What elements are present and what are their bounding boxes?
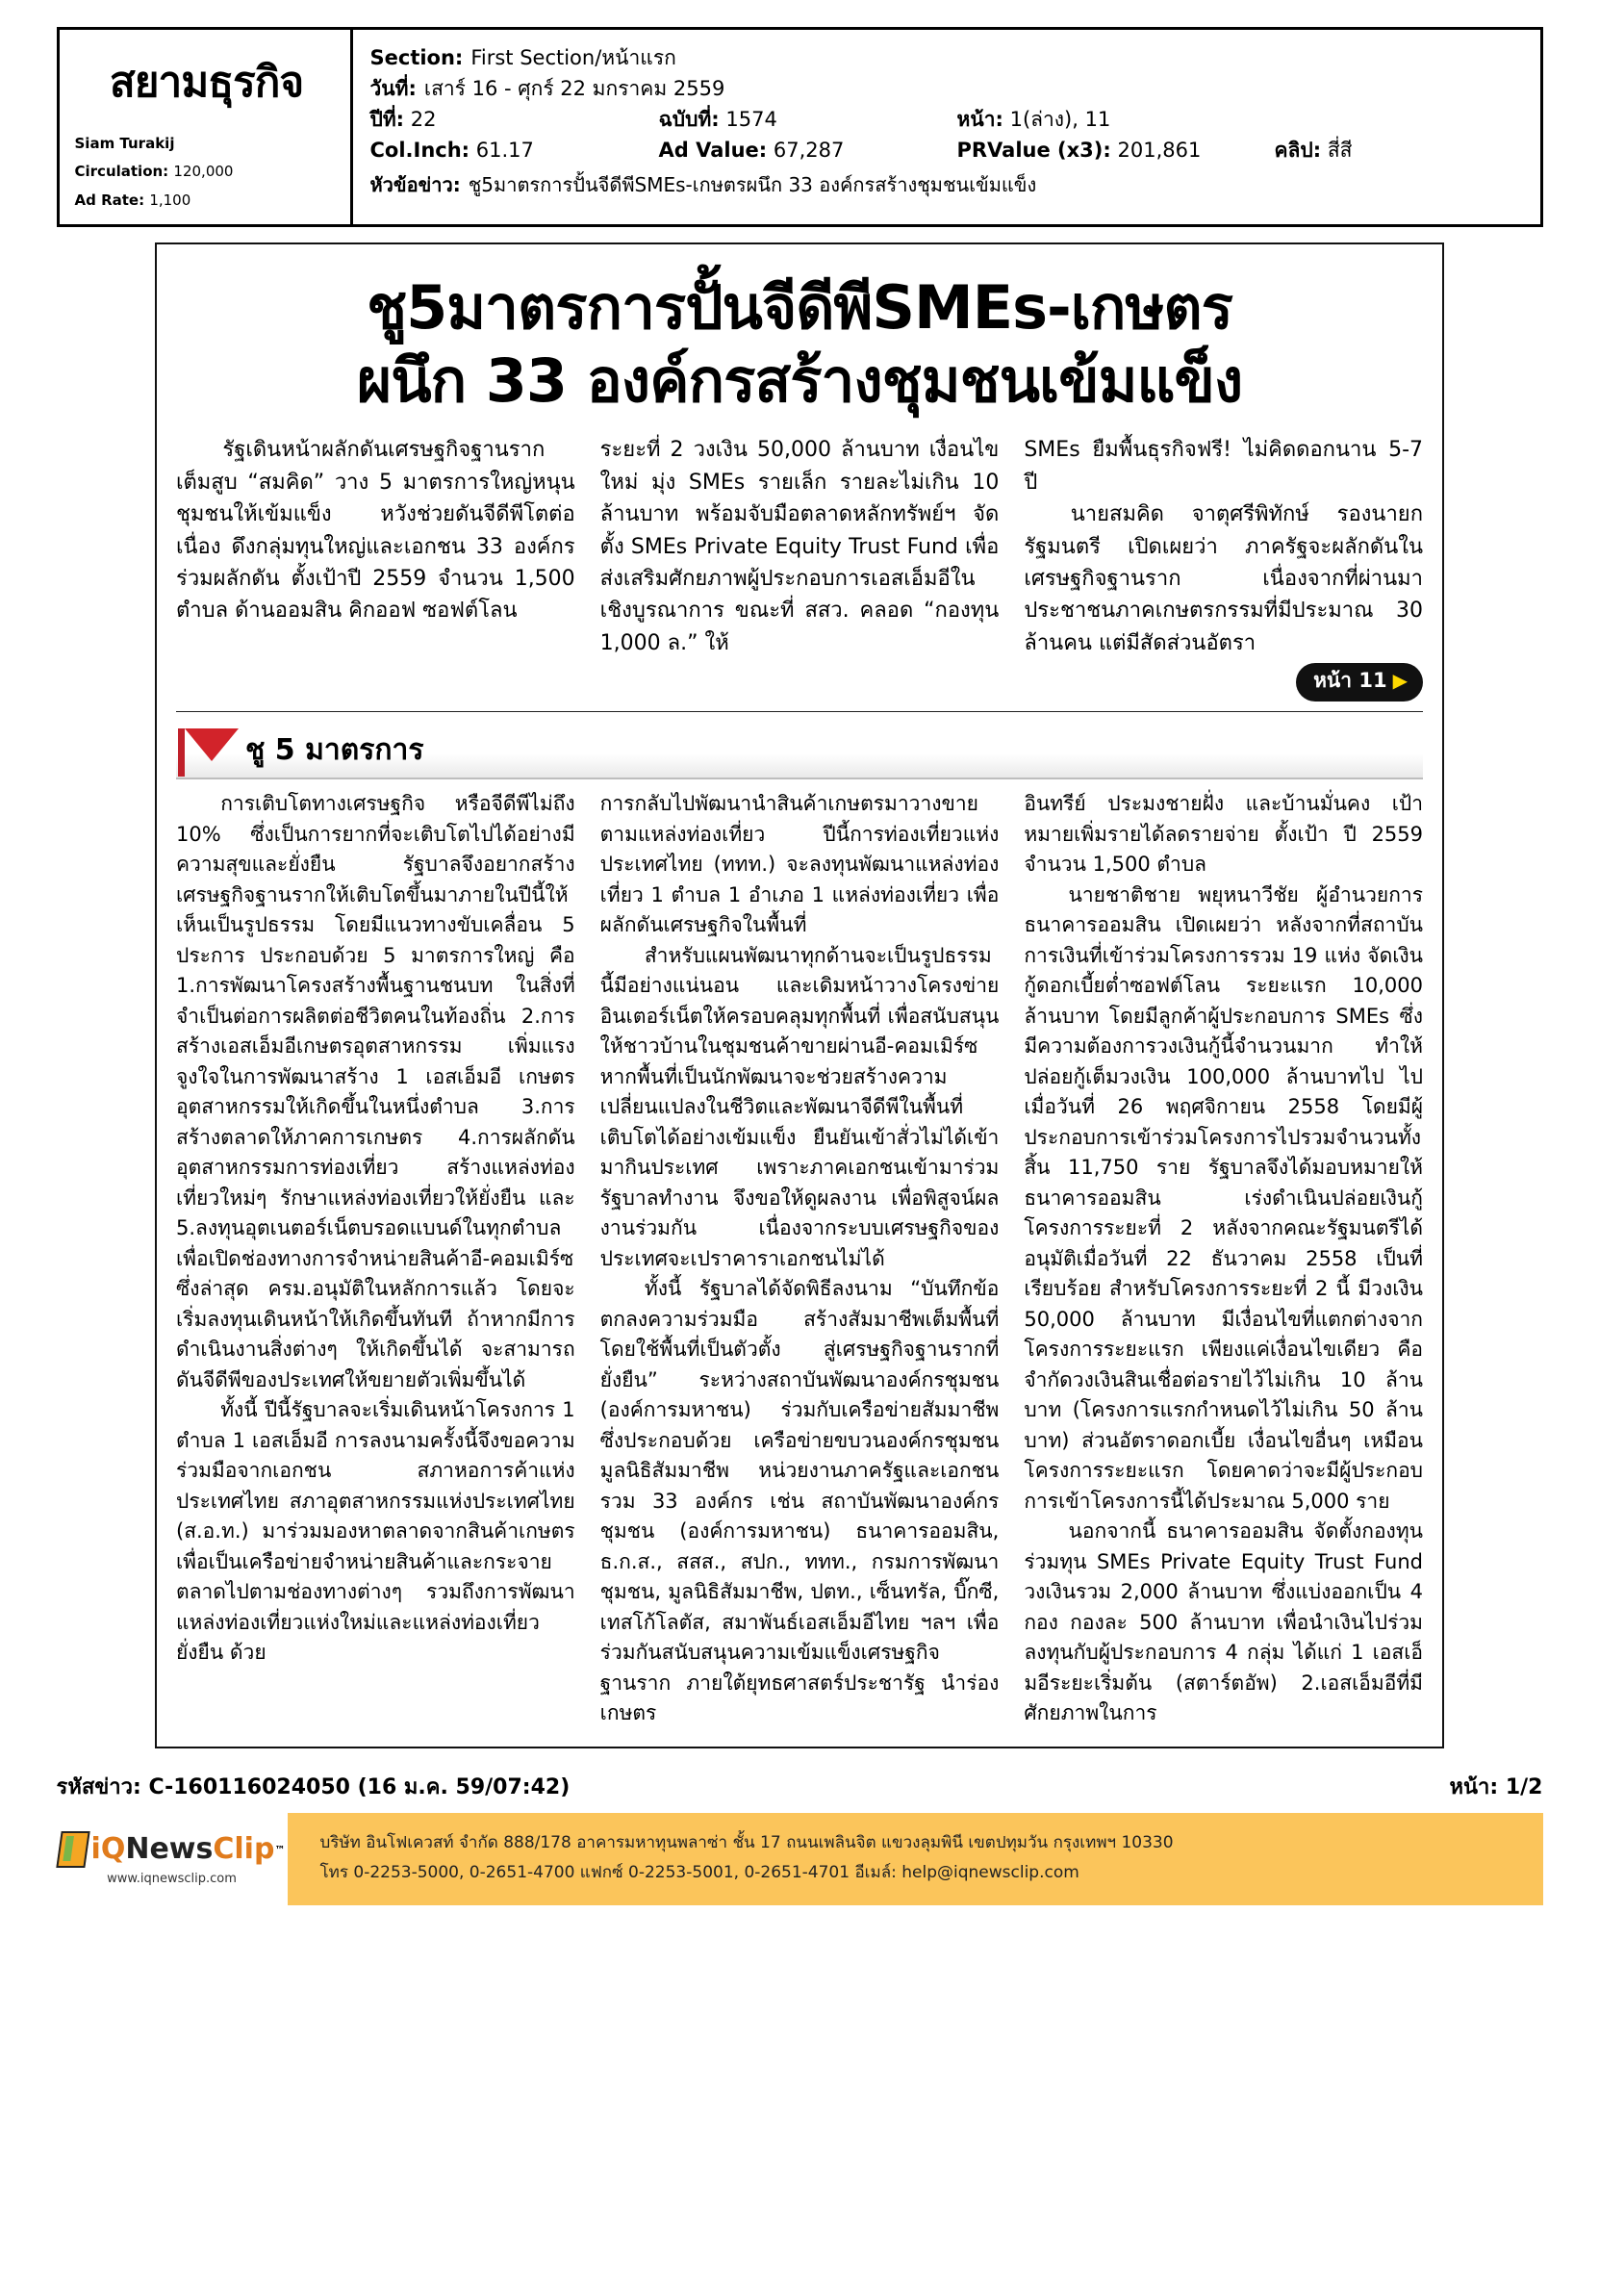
clip-value: สี่สี [1327,138,1353,162]
body-column-1 [176,789,575,1729]
body-text-3-2: นายชาติชาย พยุหนาวีชัย ผู้อำนวยการ ธนาคารออมสิน เปิดเผยว่า หลังจากที่สถาบันการเงินที่เข้าร่วมโครงการรวม 19 แห่ง จัดเงินกู้ดอกเบี้ยต่ำซอฟต์โลน ระยะแรก 10,000 ล้านบาท โดยมีลูกค้าผู้ประกอบการ SMEs ซึ่งมีความต้องการวงเงินกู้นี้จำนวนมาก ทำให้ปล่อยกู้เต็มวงเงิน 100,000 ล้านบาทไป ไปเมื่อวันที่ 26 พฤศจิกายน 2558 โดยมีผู้ประกอบการเข้าร่วมโครงการไปรวมจำนวนทั้งสิ้น 11,750 ราย รัฐบาลจึงได้มอบหมายให้ธนาคารออมสิน เร่งดำเนินปล่อยเงินกู้โครงการระยะที่ 2 หลังจากคณะรัฐมนตรีได้อนุมัติเมื่อวันที่ 22 ธันวาคม 2558 เป็นที่เรียบร้อย สำหรับโครงการระยะที่ 2 นี้ มีวงเงิน 50,000 ล้านบาท มีเงื่อนไขที่แตกต่างจากโครงการระยะแรก เพียงแค่เงื่อนไขเดียว คือ จำกัดวงเงินสินเชื่อต่อรายไว้ไม่เกิน 10 ล้านบาท (โครงการแรกกำหนดไว้ไม่เกิน 50 ล้านบาท) ส่วนอัตราดอกเบี้ย เงื่อนไขอื่นๆ เหมือนโครงการระยะแรก โดยคาดว่าจะมีผู้ประกอบการเข้าโครงการนี้ได้ประมาณ 5,000 ราย [1024,882,1424,1513]
lead-text-1: รัฐเดินหน้าผลักดันเศรษฐกิจฐานรากเต็มสูบ “สมคิด” วาง 5 มาตรการใหญ่หนุนชุมชนให้เข้มแข็ง หวังช่วยดันจีดีพีโตต่อเนื่อง ดึงกลุ่มทุนใหญ่และเอกชน 33 องค์กรร่วมผลักดัน ตั้งเป้าปี 2559 จำนวน 1,500 ตำบล ด้านออมสิน คิกออฟ ซอฟต์โลน [176,438,575,624]
body-text-2-1: การกลับไปพัฒนานำสินค้าเกษตรมาวางขายตามแหล่งท่องเที่ยว ปีนี้การท่องเที่ยวแห่งประเทศไทย (ททท.) จะลงทุนพัฒนาแหล่งท่องเที่ยว 1 ตำบล 1 อำเภอ 1 แหล่งท่องเที่ยว เพื่อผลักดันเศรษฐกิจในพื้นที่ [599,792,1000,937]
body-text-2-2: สำหรับแผนพัฒนาทุกด้านจะเป็นรูปธรรมนี้มีอย่างแน่นอน และเดิมหน้าวางโครงข่ายอินเตอร์เน็ตให้ครอบคลุมทุกพื้นที่ เพื่อสนับสนุนให้ชาวบ้านในชุมชนค้าขายผ่านอี-คอมเมิร์ซ หากพื้นที่เป็นนักพัฒนาจะช่วยสร้างความเปลี่ยนแปลงในชีวิตและพัฒนาจีดีพีในพื้นที่เติบโตได้อย่างเข้มแข็ง ยืนยันเข้าสั่วไม่ได้เข้ามากินประเทศ เพราะภาคเอกชนเข้ามาร่วมรัฐบาลทำงาน จึงขอให้ดูผลงาน เพื่อพิสูจน์ผลงานร่วมกัน เนื่องจากระบบเศรษฐกิจของประเทศจะเปราคาราเอกชนไม่ได้ [599,943,1000,1270]
flag-pole [178,728,185,777]
date-label: วันที่: [369,76,417,100]
issue-value: 1574 [725,107,777,131]
value-row [370,136,1531,166]
company-address [288,1813,1543,1905]
masthead-thai-title: สยามธุรกิจ [109,58,304,107]
red-flag-icon [176,727,240,777]
ad-rate-label: Ad Rate: [74,191,145,209]
prvalue-value: 201,861 [1117,138,1202,162]
body-text-1-1: การเติบโตทางเศรษฐกิจ หรือจีดีพีไม่ถึง 10% ซึ่งเป็นการยากที่จะเติบโตไปได้อย่างมีความสุขและยั่งยืน รัฐบาลจึงอยากสร้างเศรษฐกิจฐานรากให้เติบโตขึ้นมาภายในปีนี้ให้เห็นเป็นรูปธรรม โดยมีแนวทางขับเคลื่อน 5 ประการ ประกอบด้วย 5 มาตรการใหญ่ คือ 1.การพัฒนาโครงสร้างพื้นฐานชนบท ในสิ่งที่จำเป็นต่อการผลิตต่อชีวิตคนในท้องถิ่น 2.การสร้างเอสเอ็มอีเกษตรอุตสาหกรรม เพิ่มแรงจูงใจในการพัฒนาสร้าง 1 เอสเอ็มอี เกษตรอุตสาหกรรมให้เกิดขึ้นในหนึ่งตำบล 3.การสร้างตลาดให้ภาคการเกษตร 4.การผลักดันอุตสาหกรรมการท่องเที่ยว สร้างแหล่งท่องเที่ยวใหม่ๆ รักษาแหล่งท่องเที่ยวให้ยั่งยืน และ 5.ลงทุนอุตเนตอร์เน็ตบรอดแบนด์ในทุกตำบล เพื่อเปิดช่องทางการจำหน่ายสินค้าอี-คอมเมิร์ซ ซึ่งล่าสุด ครม.อนุมัติในหลักการแล้ว โดยจะเริ่มลงทุนเดินหน้าให้เกิดขึ้นทันที ถ้าหากมีการดำเนินงานสิ่งต่างๆ ให้เกิดขึ้นได้ จะสามารถดันจีดีพีของประเทศให้ขยายตัวเพิ่มขึ้นได้ [176,792,575,1391]
advalue-value: 67,287 [773,138,845,162]
advalue-label: Ad Value: [658,138,768,162]
iqnewsclip-wordmark [59,1831,286,1868]
page-value: 1(ล่าง), 11 [1009,107,1111,131]
body-column-2 [600,789,1000,1729]
date-value: เสาร์ 16 - ศุกร์ 22 มกราคม 2559 [423,76,725,100]
year-cell [370,105,659,136]
headline-meta-row [370,166,1531,199]
footer-line [57,1770,1543,1803]
article-headline [176,271,1423,417]
issue-cell [659,105,957,136]
colinch-label: Col.Inch: [369,138,470,162]
page-cell [957,105,1275,136]
clip-label: คลิป: [1274,138,1322,162]
footer-page-label: หน้า: [1449,1774,1499,1799]
address-line-1: บริษัท อินโฟเควสท์ จำกัด 888/178 อาคารมหาทุนพลาซ่า ชั้น 17 ถนนเพลินจิต แขวงลุมพินี เขตปทุมวัน กรุงเทพฯ 10330 [319,1832,1174,1852]
lead-column-3 [1024,434,1423,702]
logo-news-text: News [125,1832,214,1867]
lead-column-1 [176,434,575,702]
masthead-roman-title: Siam Turakij [74,135,175,153]
circulation-row [75,158,339,186]
year-value: 22 [410,107,437,131]
prvalue-label: PRValue (x3): [956,138,1111,162]
iqnewsclip-logo [57,1813,288,1905]
body-text-2-3: ทั้งนี้ รัฐบาลได้จัดพิธีลงนาม “บันทึกข้อตกลงความร่วมมือ สร้างสัมมาชีพเต็มพื้นที่ โดยใช้พื้นที่เป็นตัวตั้ง สู่เศรษฐกิจฐานรากที่ยั่งยืน” ระหว่างสถาบันพัฒนาองค์กรชุมชน (องค์การมหาชน) ร่วมกับเครือข่ายสัมมาชีพ ซึ่งประกอบด้วย เครือข่ายขบวนองค์กรชุมชน มูลนิธิสัมมาชีพ หน่วยงานภาครัฐและเอกชน รวม 33 องค์กร เช่น สถาบันพัฒนาองค์กรชุมชน (องค์การมหาชน) ธนาคารออมสิน, ธ.ก.ส., สสส., สปก., ททท., กรมการพัฒนาชุมชน, มูลนิธิสัมมาชีพ, ปตท., เซ็นทรัล, บิ๊กซี, เทสโก้โลตัส, สมาพันธ์เอสเอ็มอีไทย ฯลฯ เพื่อร่วมกันสนับสนุนความเข้มแข็งเศรษฐกิจฐานราก ภายใต้ยุทธศาสตร์ประชารัฐ นำร่องเกษตร [599,1277,1000,1725]
colinch-cell [370,136,659,166]
ad-rate-value: 1,100 [149,191,191,209]
section-banner-title: ชู 5 มาตรการ [245,732,424,767]
body-text-3-3: นอกจากนี้ ธนาคารออมสิน จัดตั้งกองทุนร่วมทุน SMEs Private Equity Trust Fund วงเงินรวม 2,000 ล้านบาท ซึ่งแบ่งออกเป็น 4 กอง กองละ 500 ล้านบาท เพื่อนำเงินไปร่วมลงทุนกับผู้ประกอบการ 4 กลุ่ม ได้แก่ 1 เอสเอ็มอีระยะเริ่มต้น (สตาร์ตอัพ) 2.เอสเอ็มอีที่มีศักยภาพในการ [1024,1519,1424,1725]
masthead-block [60,30,353,224]
body-text-1-2: ทั้งนี้ ปีนี้รัฐบาลจะเริ่มเดินหน้าโครงการ 1 ตำบล 1 เอสเอ็มอี การลงนามครั้งนี้จึงขอความร่วมมือจากเอกชน สภาหอการค้าแห่งประเทศไทย สภาอุตสาหกรรมแห่งประเทศไทย (ส.อ.ท.) มาร่วมมองหาตลาดจากสินค้าเกษตร เพื่อเป็นเครือข่ายจำหน่ายสินค้าและกระจายตลาดไปตามช่องทางต่างๆ รวมถึงการพัฒนาแหล่งท่องเที่ยวแห่งใหม่และแหล่งท่องเที่ยวยั่งยืน ด้วย [176,1398,575,1665]
date-row [370,74,1531,105]
news-code [57,1770,571,1803]
section-row [370,43,1531,74]
news-code-value: C-160116024050 (16 ม.ค. 59/07:42) [148,1774,571,1799]
play-arrow-icon: ▶ [1392,669,1409,693]
logo-url[interactable]: www.iqnewsclip.com [107,1872,237,1887]
headline-meta-label: หัวข้อข่าว: [369,172,461,196]
footer-page-value: 1/2 [1505,1774,1543,1799]
lead-text-3: SMEs ยืมพื้นธุรกิจฟรี! ไม่คิดดอกนาน 5-7 ปี [1024,438,1424,495]
news-code-label: รหัสข่าว: [56,1774,141,1799]
page-label: หน้า: [956,107,1003,131]
iqnewsclip-footer [57,1813,1543,1905]
clip-cell [1275,136,1531,166]
section-value: First Section/หน้าแรก [470,46,676,69]
lead-columns [176,434,1423,712]
circulation-value: 120,000 [173,163,234,181]
headline-meta-value: ชู5มาตรการปั้นจีดีพีSMEs-เกษตรผนึก 33 องค์กรสร้างชุมชนเข้มแข็ง [468,172,1037,196]
advalue-cell [659,136,957,166]
metadata-header [57,27,1543,227]
trademark-symbol: ™ [274,1843,286,1856]
address-line-2: โทร 0-2253-5000, 0-2651-4700 แฟกซ์ 0-2253-5001, 0-2651-4701 อีเมล์: help@iqnewsclip.com [319,1863,1079,1883]
ad-rate-row [75,187,339,215]
section-banner [176,726,1423,779]
flag-triangle [185,728,239,761]
body-column-3 [1024,789,1423,1729]
year-label: ปีที่: [369,107,405,131]
article-headline-line1: ชู5มาตรการปั้นจีดีพีSMEs-เกษตร [367,271,1232,343]
continuation-badge[interactable] [1296,663,1423,702]
article-headline-line2: ผนึก 33 องค์กรสร้างชุมชนเข้มแข็ง [356,344,1243,416]
newspaper-clipping [155,242,1444,1748]
book-icon [56,1831,89,1868]
circulation-label: Circulation: [74,163,169,181]
footer-page-number [1449,1770,1542,1803]
lead-text-2: ระยะที่ 2 วงเงิน 50,000 ล้านบาท เงื่อนไขใหม่ มุ่ง SMEs รายเล็ก รายละไม่เกิน 10 ล้านบาท พร้อมจับมือตลาดหลักทรัพย์ฯ จัดตั้ง SMEs Private Equity Trust Fund เพื่อส่งเสริมศักยภาพผู้ประกอบการเอสเอ็มอีในเชิงบูรณาการ ขณะที่ สสว. คลอด “กองทุน 1,000 ล.” ให้ [599,438,1000,655]
lead-text-3b: นายสมคิด จาตุศรีพิทักษ์ รองนายกรัฐมนตรี เปิดเผยว่า ภาครัฐจะผลักดันในเศรษฐกิจฐานราก เนื่องจากที่ผ่านมาประชาชนภาคเกษตรกรรมที่มีประมาณ 30 ล้านคน แต่มีสัดส่วนอัตรา [1024,502,1424,655]
colinch-value: 61.17 [475,138,534,162]
logo-clip-text: Clip [213,1832,275,1867]
lead-column-2 [600,434,1000,702]
body-text-3-1: อินทรีย์ ประมงชายฝั่ง และบ้านมั่นคง เป้าหมายเพิ่มรายได้ลดรายจ่าย ตั้งเป้า ปี 2559 จำนวน 1,500 ตำบล [1024,792,1424,877]
continuation-badge-label: หน้า 11 [1313,669,1387,693]
body-columns [176,789,1423,1729]
metadata-fields [353,30,1540,224]
logo-iq-text: iQ [90,1832,126,1867]
section-label: Section: [369,46,464,69]
issue-label: ฉบับที่: [658,107,720,131]
prvalue-cell [957,136,1275,166]
year-issue-page-row [370,105,1531,136]
